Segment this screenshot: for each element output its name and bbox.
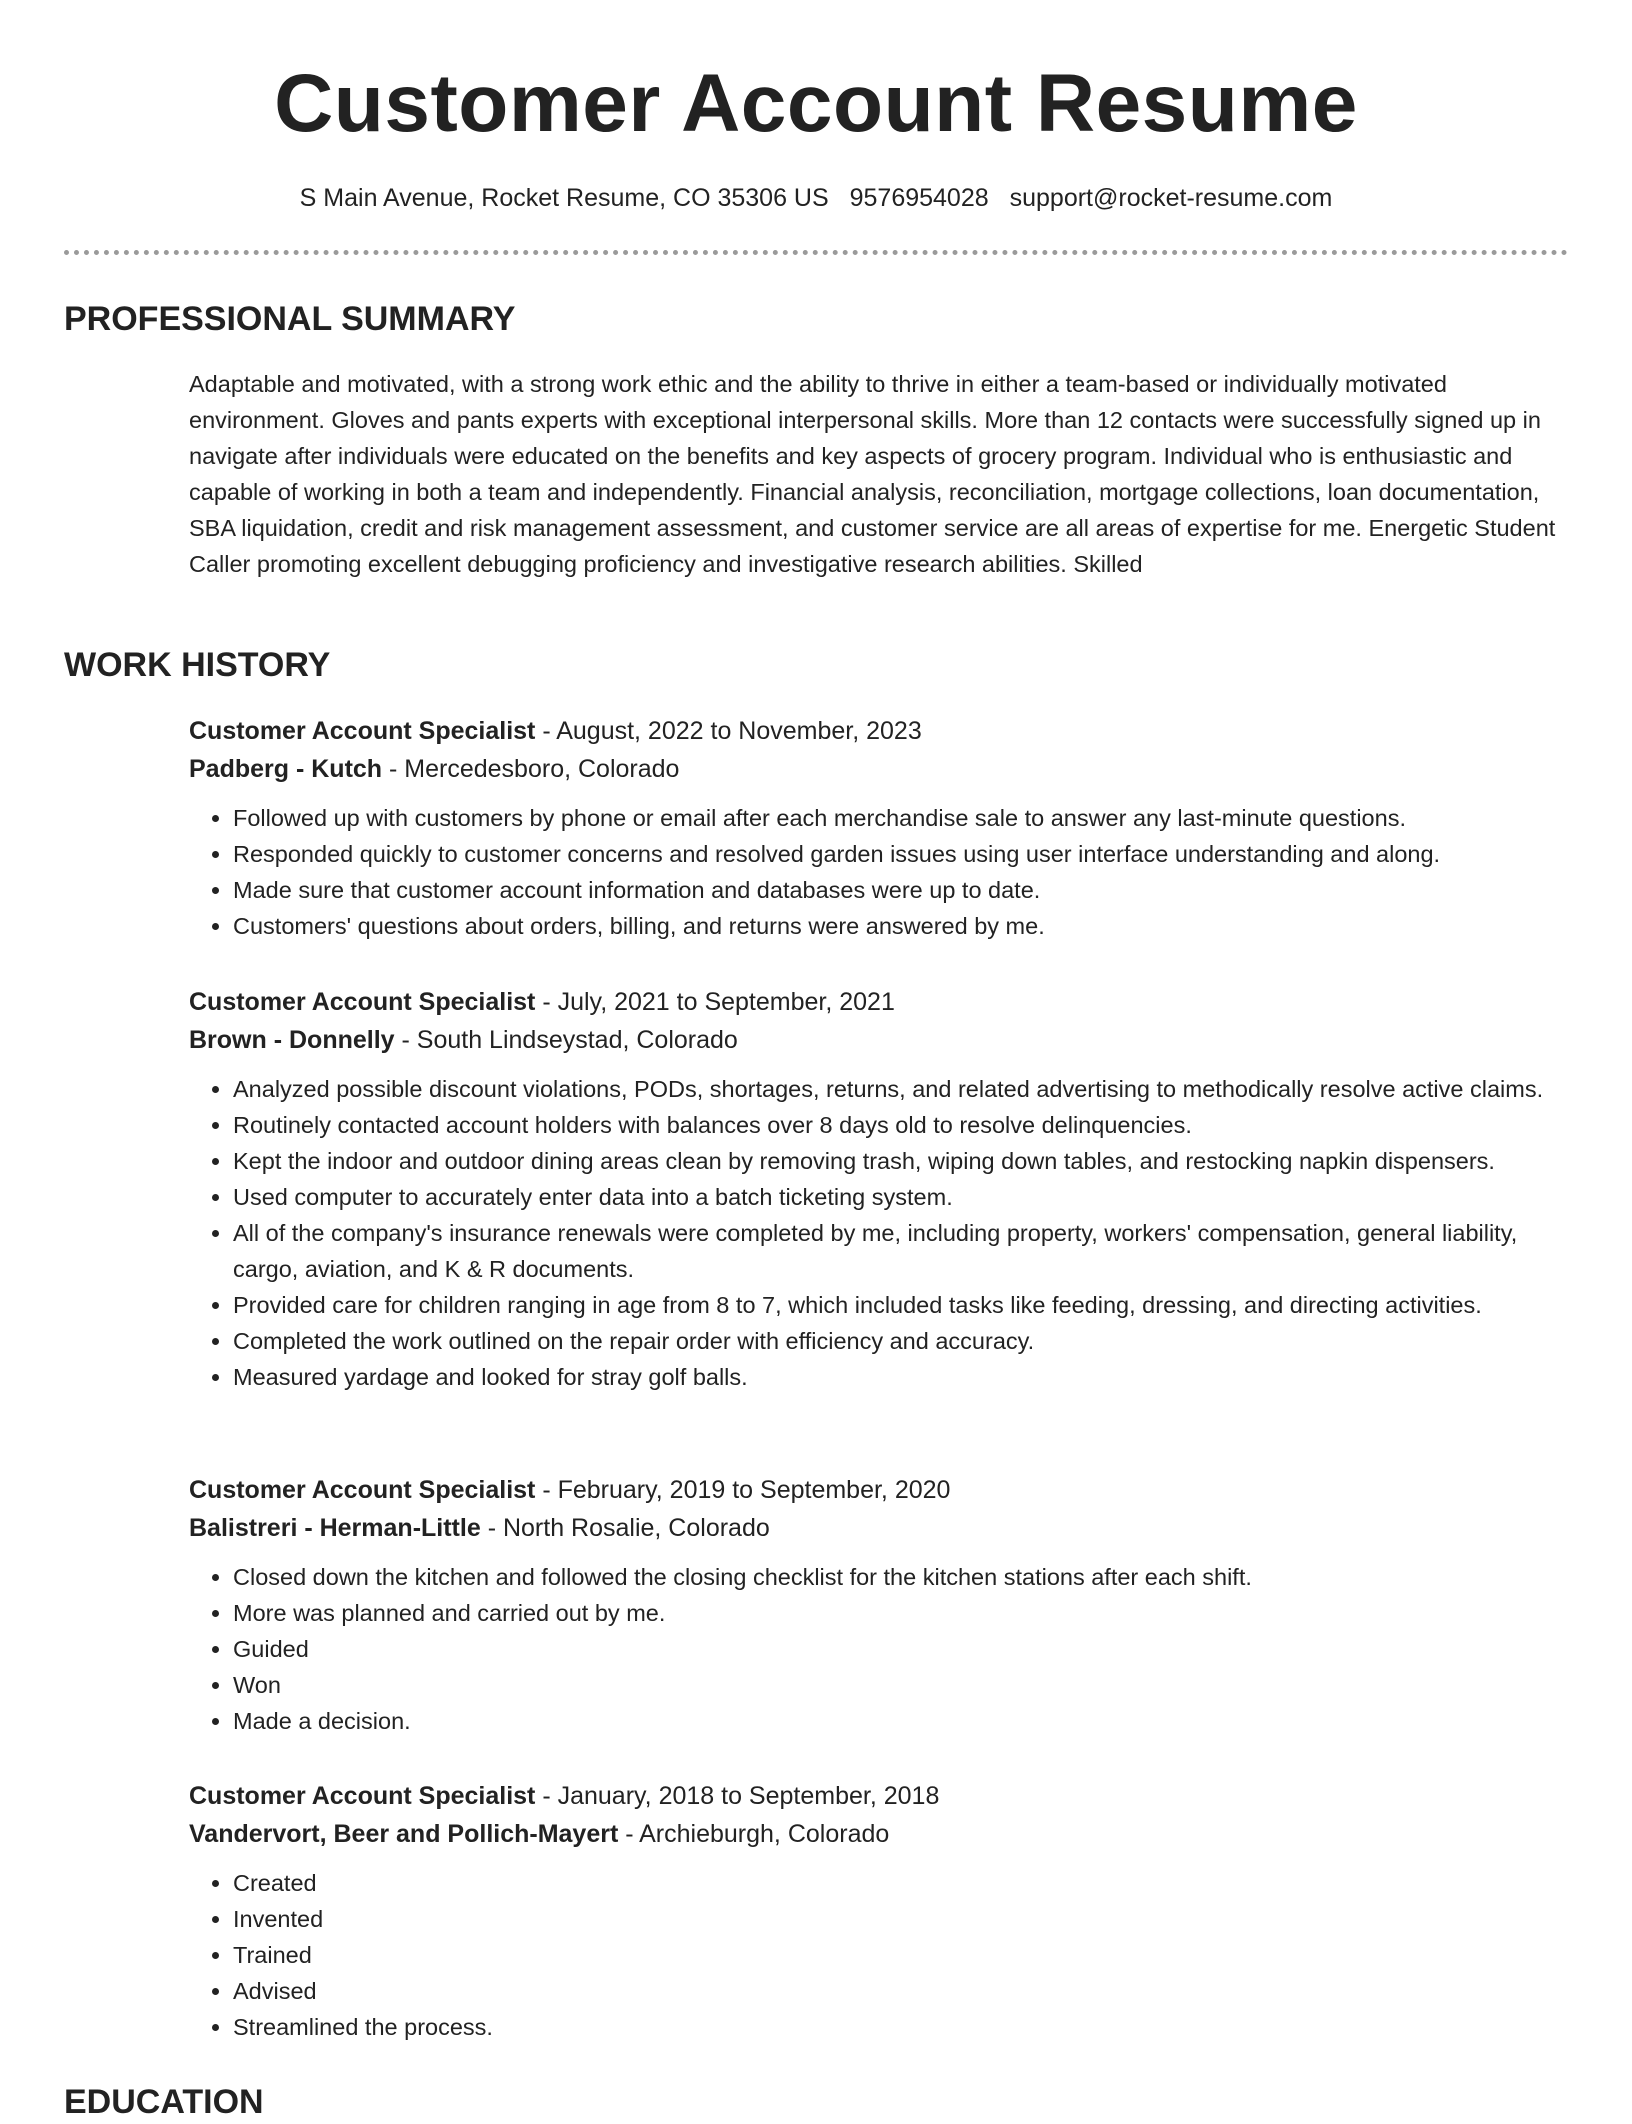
education-heading: EDUCATION bbox=[64, 2083, 264, 2121]
job-bullet: • Advised bbox=[233, 1973, 1569, 2009]
contact-phone: 9576954028 bbox=[849, 184, 989, 212]
job-dates: - July, 2021 to September, 2021 bbox=[535, 988, 895, 1016]
job-title: Customer Account Specialist bbox=[189, 1782, 536, 1810]
job-location: - Archieburgh, Colorado bbox=[618, 1820, 890, 1848]
job-company: Balistreri - Herman-Little bbox=[189, 1514, 481, 1542]
job-title: Customer Account Specialist bbox=[189, 1476, 536, 1504]
job-company-line bbox=[189, 1021, 1569, 1059]
job-bullet: • Customers' questions about orders, billing, and returns were answered by me. bbox=[233, 908, 1569, 944]
job-entry bbox=[189, 983, 1569, 1395]
job-bullet-list bbox=[189, 1865, 1569, 2045]
job-bullet-list bbox=[189, 1071, 1569, 1395]
job-bullet: • Kept the indoor and outdoor dining areas clean by removing trash, wiping down tables, and restocking napkin dispensers. bbox=[233, 1143, 1569, 1179]
contact-email: support@rocket-resume.com bbox=[1009, 184, 1333, 212]
job-bullet: • All of the company's insurance renewals were completed by me, including property, workers' compensation, general liability, cargo, aviation, and K & R documents. bbox=[233, 1215, 1569, 1287]
job-company-line bbox=[189, 1509, 1569, 1547]
contact-line bbox=[0, 180, 1632, 216]
job-entry bbox=[189, 712, 1569, 944]
job-bullet: • Trained bbox=[233, 1937, 1569, 1973]
job-bullet: • Streamlined the process. bbox=[233, 2009, 1569, 2045]
job-bullet: • Provided care for children ranging in age from 8 to 7, which included tasks like feeding, dressing, and directing activities. bbox=[233, 1287, 1569, 1323]
work-history-heading: WORK HISTORY bbox=[64, 646, 331, 684]
job-entry bbox=[189, 1777, 1569, 2045]
job-bullet: • Routinely contacted account holders with balances over 8 days old to resolve delinquencies. bbox=[233, 1107, 1569, 1143]
job-bullet-list bbox=[189, 800, 1569, 944]
job-bullet: • Made a decision. bbox=[233, 1703, 1569, 1739]
job-title-line bbox=[189, 712, 1569, 750]
job-bullet-list bbox=[189, 1559, 1569, 1739]
job-bullet: • Followed up with customers by phone or email after each merchandise sale to answer any last-minute questions. bbox=[233, 800, 1569, 836]
job-company: Brown - Donnelly bbox=[189, 1026, 395, 1054]
job-dates: - January, 2018 to September, 2018 bbox=[535, 1782, 940, 1810]
job-company-line bbox=[189, 1815, 1569, 1853]
job-title-line bbox=[189, 1777, 1569, 1815]
job-bullet: • Used computer to accurately enter data into a batch ticketing system. bbox=[233, 1179, 1569, 1215]
job-company-line bbox=[189, 750, 1569, 788]
resume-title: Customer Account Resume bbox=[274, 58, 1358, 149]
job-location: - Mercedesboro, Colorado bbox=[382, 755, 680, 783]
job-bullet: • Created bbox=[233, 1865, 1569, 1901]
job-title-line bbox=[189, 983, 1569, 1021]
job-location: - South Lindseystad, Colorado bbox=[394, 1026, 738, 1054]
summary-heading: PROFESSIONAL SUMMARY bbox=[64, 300, 516, 338]
job-dates: - February, 2019 to September, 2020 bbox=[535, 1476, 951, 1504]
job-title-line bbox=[189, 1471, 1569, 1509]
header-divider bbox=[64, 250, 1568, 255]
job-title: Customer Account Specialist bbox=[189, 717, 536, 745]
job-title: Customer Account Specialist bbox=[189, 988, 536, 1016]
contact-address: S Main Avenue, Rocket Resume, CO 35306 US bbox=[299, 184, 829, 212]
job-bullet: • Made sure that customer account information and databases were up to date. bbox=[233, 872, 1569, 908]
job-company: Padberg - Kutch bbox=[189, 755, 383, 783]
job-bullet: • Won bbox=[233, 1667, 1569, 1703]
job-bullet: • Analyzed possible discount violations, PODs, shortages, returns, and related advertising to methodically resolve active claims. bbox=[233, 1071, 1569, 1107]
job-bullet: • Invented bbox=[233, 1901, 1569, 1937]
job-bullet: • Responded quickly to customer concerns and resolved garden issues using user interface understanding and along. bbox=[233, 836, 1569, 872]
summary-text: Adaptable and motivated, with a strong work ethic and the ability to thrive in either a team-based or individually motivated environment. Gloves and pants experts with exceptional interpersonal skills. More than 12 contacts were successfully signed up in navigate after individuals were educated on the benefits and key aspects of grocery program. Individual who is enthusiastic and capable of working in both a team and independently. Financial analysis, reconciliation, mortgage collections, loan documentation, SBA liquidation, credit and risk management assessment, and customer service are all areas of expertise for me. Energetic Student Caller promoting excellent debugging proficiency and investigative research abilities. Skilled bbox=[189, 371, 1556, 577]
job-bullet: • Completed the work outlined on the repair order with efficiency and accuracy. bbox=[233, 1323, 1569, 1359]
job-dates: - August, 2022 to November, 2023 bbox=[535, 717, 922, 745]
job-bullet: • Measured yardage and looked for stray golf balls. bbox=[233, 1359, 1569, 1395]
job-bullet: • Closed down the kitchen and followed the closing checklist for the kitchen stations after each shift. bbox=[233, 1559, 1569, 1595]
job-bullet: • More was planned and carried out by me. bbox=[233, 1595, 1569, 1631]
job-company: Vandervort, Beer and Pollich-Mayert bbox=[189, 1820, 619, 1848]
job-location: - North Rosalie, Colorado bbox=[480, 1514, 770, 1542]
job-entry bbox=[189, 1471, 1569, 1739]
job-bullet: • Guided bbox=[233, 1631, 1569, 1667]
